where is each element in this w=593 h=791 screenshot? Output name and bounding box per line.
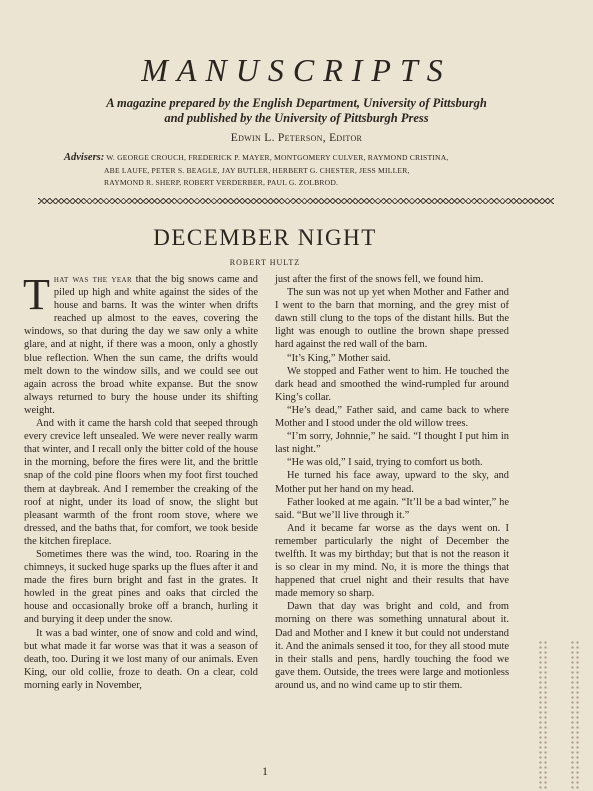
opening-words: hat was the year	[53, 274, 133, 285]
masthead	[0, 52, 593, 144]
paragraph: “It’s King,” Mother said.	[287, 352, 391, 364]
paragraph: Sometimes there was the wind, too. Roaring in the chimneys, it sucked huge sparks up the flues after it and made the fires burn bright and fast in the grates. It howled in the great pines and oaks that circled the house and occasionally broke off a branch, hurling it and burying it deep under the snow.	[24, 548, 258, 626]
paragraph: We stopped and Father went to him. He touched the dark head and smoothed the wind-rumpled fur around King’s collar.	[275, 365, 509, 403]
advisers-names-2: ABE LAUFE, PETER S. BEAGLE, JAY BUTLER, HERBERT G. CHESTER, JESS MILLER,	[104, 165, 410, 175]
perforation-stamp-left	[538, 640, 548, 790]
left-column	[23, 270, 258, 692]
paragraph-1-text: that the big snows came and piled up high and white against the sides of the house and barns. It was the winter when drifts reached up almost to the eaves, covering the windows, so that during the day we saw only a white glare, and at night, if there was a moon, only a ghostly blue reflection. When the sun came, the drifts would melt down to the window sills, and we could see out again across the broad white expanse. But the snow always returned to bury the house under its shifting weight.	[24, 274, 258, 416]
paragraph: The sun was not up yet when Mother and Father and I went to the barn that morning, and the grey mist of dawn still clung to the tops of the distant hills. But the light was enough to outline the brown shape pressed hard against the red wall of the barn.	[275, 287, 509, 351]
paragraph: Dawn that day was bright and cold, and from morning on there was something unnatural about it. Dad and Mother and I knew it but could not understand it. And the animals sensed it too, for they all stood mute in their stalls and pens, hardly touching the food we gave them. Outside, the trees were large and motionless around us, and no wind came up to stir them.	[275, 601, 509, 691]
right-column	[275, 273, 509, 692]
perforation-stamp-right	[570, 640, 580, 790]
advisers-names-3: RAYMOND R. SHERP, ROBERT VERDERBER, PAUL G. ZOLBROD.	[104, 178, 339, 187]
tagline-line-2: and published by the University of Pittsburgh Press	[164, 111, 429, 125]
paragraph: And with it came the harsh cold that seeped through every crevice left unsealed. We were never really warm that winter, and I recall only the bitter cold of the house in the morning, before the fires were lit, and the brittle snap of the cold pine floors when my foot first touched them at daybreak. And I remember the creaking of the roof at night, under its load of snow, the slight but pleasant warmth of the front room stove, where we dressed, and the baths that, for comfort, we took beside the kitchen fireplace.	[24, 418, 258, 547]
decorative-rule	[38, 198, 554, 204]
story-title: DECEMBER NIGHT	[153, 225, 377, 250]
paragraph: “I’m sorry, Johnnie,” he said. “I thought I put him in last night.”	[275, 431, 509, 456]
paragraph-1	[23, 270, 258, 417]
paragraph: just after the first of the snows fell, we found him.	[275, 274, 484, 285]
advisers-line-1	[64, 152, 530, 165]
story-author: ROBERT HULTZ	[229, 258, 301, 267]
page-number: 1	[262, 764, 268, 778]
drop-cap: T	[23, 270, 50, 319]
advisers-block	[64, 152, 530, 190]
advisers-label: Advisers:	[64, 152, 105, 163]
magazine-title: MANUSCRIPTS	[141, 52, 452, 88]
paragraph: Father looked at me again. “It’ll be a bad winter,” he said. “But we’ll live through it.”	[275, 496, 509, 521]
paragraph: He turned his face away, upward to the sky, and Mother put her hand on my head.	[275, 470, 509, 495]
editor-credit: Edwin L. Peterson, Editor	[230, 132, 363, 144]
paragraph: It was a bad winter, one of snow and cold and wind, but what made it far worse was that it was a season of death, too. During it we lost many of our animals. Even King, our old collie, froze to death. On a clear, cold morning early in November,	[24, 627, 258, 691]
tagline-line-1: A magazine prepared by the English Department, University of Pittsburgh	[106, 96, 487, 110]
paragraph: “He’s dead,” Father said, and came back to where Mother and I stood under the old willow trees.	[275, 404, 509, 430]
paragraph: “He was old,” I said, trying to comfort us both.	[287, 457, 483, 469]
advisers-names-1: W. GEORGE CROUCH, FREDERICK P. MAYER, MONTGOMERY CULVER, RAYMOND CRISTINA,	[106, 153, 449, 162]
paragraph: And it became far worse as the days went on. I remember particularly the night of December the twelfth. It was my birthday; but that is not the reason it is so clear in my mind. No, it is more the things that happened that cruel night and their results that have made memory so sharp.	[275, 522, 509, 600]
